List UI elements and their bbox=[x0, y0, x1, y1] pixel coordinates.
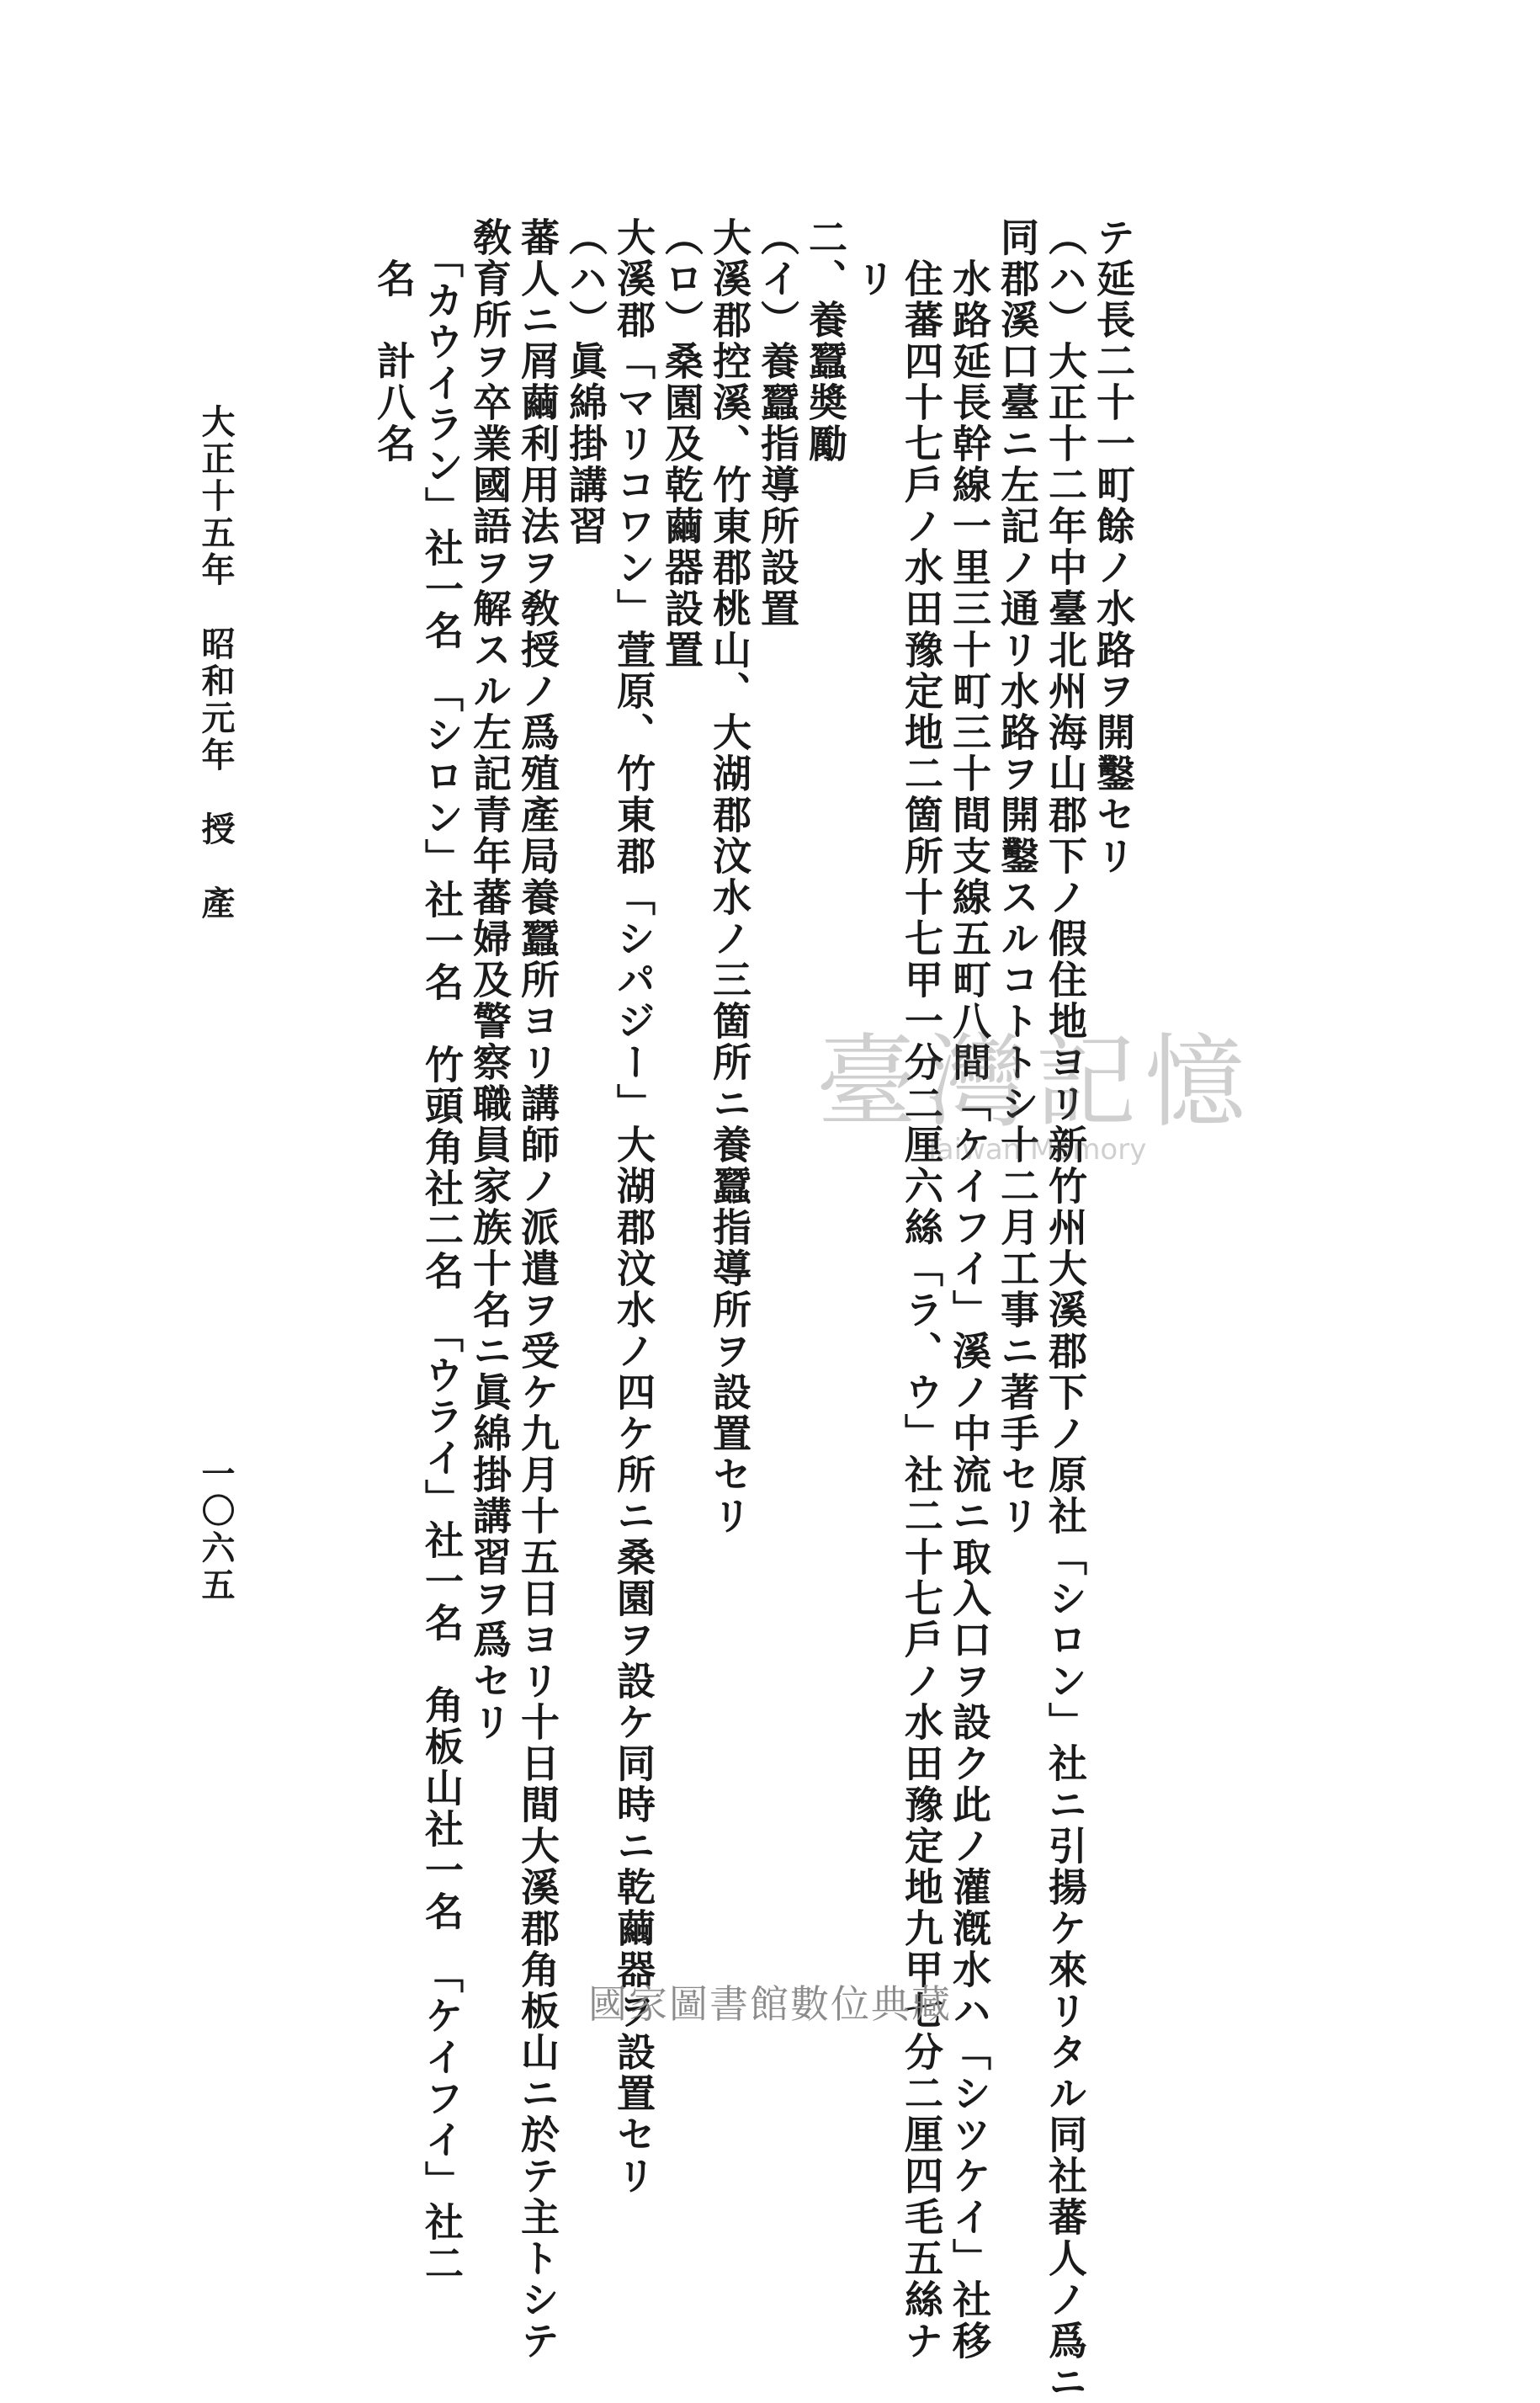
page-number: 一〇六五 bbox=[196, 1456, 236, 1604]
text-column-1: テ延長二十一町餘ノ水路ヲ開鑿セリ bbox=[1091, 217, 1136, 877]
section-heading: 二、養蠶奬勵 bbox=[803, 217, 848, 465]
watermark-sub-text: Taiwan Memory bbox=[923, 1133, 1147, 1167]
text-column-11: 大溪郡「マリコワン」萱原、竹東郡「シパジー」大湖郡汶水ノ四ケ所ニ桑園ヲ設ケ同時ニ乾繭器ヲ設置セリ bbox=[611, 217, 656, 2197]
running-footer-title: 大正十五年 昭和元年 授 產 bbox=[196, 404, 236, 922]
text-column-2: （ハ）大正十二年中臺北州海山郡下ノ假住地ヨリ新竹州大溪郡下ノ原社「シロン」社ニ引揚ケ來リタル同社蕃人ノ爲ニ bbox=[1043, 217, 1088, 2403]
text-column-5: 住蕃四十七戶ノ水田豫定地二箇所十七甲一分二厘六絲「ラ、ウ」社二十七戶ノ水田豫定地九甲七分二厘四毛五絲ナ bbox=[899, 217, 944, 2362]
text-column-4: 水路延長幹線一里三十町三十間支線五町八間「ケイフイ」溪ノ中流ニ取入口ヲ設ク此ノ灌漑水ハ「シツケイ」社移 bbox=[947, 217, 992, 2362]
archive-label: 國家圖書館數位典藏 bbox=[588, 1981, 952, 2027]
text-column-16: 名 計八名 bbox=[371, 217, 417, 465]
text-column-13: 蕃人ニ屑繭利用法ヲ敎授ノ爲殖產局養蠶所ヨリ講師ノ派遣ヲ受ケ九月十五日ヨリ十日間大溪郡角板山ニ於テ主トシテ bbox=[515, 217, 560, 2362]
text-column-9: 大溪郡控溪、竹東郡桃山、大湖郡汶水ノ三箇所ニ養蠶指導所ヲ設置セリ bbox=[707, 217, 752, 1537]
watermark bbox=[774, 1002, 1296, 1167]
subsection-heading-i: （イ）養蠶指導所設置 bbox=[755, 217, 800, 630]
text-column-6: リ bbox=[851, 217, 896, 300]
watermark-main-text: 臺灣記憶 bbox=[816, 1024, 1254, 1141]
text-column-3: 同郡溪口臺ニ左記ノ通リ水路ヲ開鑿スルコトトシ十二月工事ニ著手セリ bbox=[995, 217, 1040, 1537]
subsection-heading-ha: （ハ）眞綿掛講習 bbox=[563, 217, 608, 547]
text-column-15: 「カウイラン」社一名 「シロン」社一名 竹頭角社二名 「ウライ」社一名 角板山社一名 「ケイフイ」社二 bbox=[419, 217, 465, 2284]
subsection-heading-ro: （ロ）桑園及乾繭器設置 bbox=[659, 217, 704, 671]
text-column-14: 敎育所ヲ卒業國語ヲ解スル左記青年蕃婦及警察職員家族十名ニ眞綿掛講習ヲ爲セリ bbox=[467, 217, 512, 1743]
